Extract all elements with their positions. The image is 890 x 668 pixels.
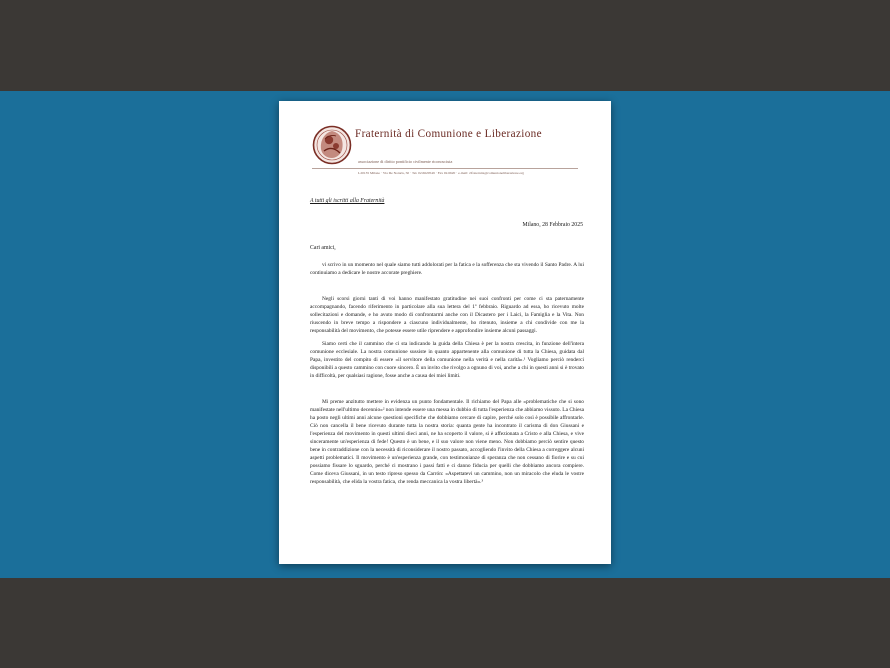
recipient-line: A tutti gli iscritti alla Fraternità [310, 198, 385, 204]
top-dark-band [0, 0, 890, 91]
header-divider [312, 168, 578, 169]
paragraph-1: vi scrivo in un momento nel quale siamo tutti addolorati per la fatica e la sofferenza che sta vivendo il Santo Padre. A lui continuiamo a dedicare le nostre accorate preghiere. [310, 262, 584, 277]
bottom-dark-band [0, 578, 890, 668]
paragraph-4: Mi preme anzitutto mettere in evidenza un punto fondamentale. Il richiamo del Papa alle «problematiche che si sono manifestate nell'ultimo decennio»² non intende essere una messa in dubbio di tutta l'esperienza che abbiamo vissuto. La Chiesa ha posto negli ultimi anni alcune questioni specifiche che dobbiamo cercare di capire, perché solo così è possibile affrontarle. Ciò non cancella il bene ricevuto durante tutta la nostra storia: quanta gente ha incontrato il carisma di don Giussani e l'esperienza del movimento in questi ultimi dieci anni, ne ha scoperto il valore, si è affezionata a Cristo e alla Chiesa, e vive sinceramente un'esperienza di fede! Questo è un bene, e il suo valore non viene meno. Non dobbiamo perciò sentire questo bene in contraddizione con la necessità di riconsiderare il nostro passato, accogliendo l'invito della Chiesa a correggere alcuni aspetti problematici. Il movimento è un'esperienza grande, con testimonianze di speranza che non cessano di fiorire e su cui possiamo fissare lo sguardo, perché ci mostrano i passi fatti e ci danno fiducia per quelli che dobbiamo ancora compiere. Come diceva Giussani, in un testo ripreso spesso da Carrón: «Aspettatevi un cammino, non un miracolo che eluda le vostre responsabilità, che elida la vostra fatica, che renda meccanica la vostra libertà».³ [310, 399, 584, 486]
paragraph-3: Siamo certi che il cammino che ci sta indicando la guida della Chiesa è per la nostra crescita, in funzione dell'intera comunione ecclesiale. La nostra comunione sussiste in quanto appartenente alla comunione di tutta la Chiesa, guidata dal Papa, investito del compito di essere «il servitore della comunione nella verità e nella carità».¹ Vogliamo perciò renderci disponibili a questo cammino con cuore sincero. È un invito che rivolgo a ognuno di voi, anche a chi in questi anni si è trovato in difficoltà, per qualsiasi ragione, fosse anche a causa dei miei limiti. [310, 341, 584, 380]
fraternity-seal-logo [312, 125, 352, 165]
brand-name: Fraternità di Comunione e Liberazione [355, 128, 542, 140]
contact-address-line: I-20135 Milano · Via De Notaris, 50 · Tel. 02.6620549 · Fax 02.6620 · e-mail: clfraternita@comunioneliberazione.org [358, 171, 525, 175]
association-subtitle: associazione di diritto pontificio civilmente riconosciuta [358, 159, 453, 164]
paragraph-2: Negli scorsi giorni tanti di voi hanno manifestato gratitudine nei suoi confronti per come ci sta paternamente accompagnando, facendo riferimento in particolare alla sua lettera del 1º febbraio. Riguardo ad essa, ho ricevuto molte sollecitazioni e domande, e ho avuto modo di confrontarmi anche con il Dicastero per i Laici, la Famiglia e la Vita. Non riuscendo in breve tempo a rispondere a ciascuno individualmente, ho ritenuto, insieme a chi condivide con me la responsabilità del movimento, che potesse essere utile riprendere e approfondire insieme alcuni passaggi. [310, 296, 584, 335]
letter-page [279, 101, 611, 564]
letter-date: Milano, 28 Febbraio 2025 [522, 222, 583, 228]
greeting: Cari amici, [310, 245, 336, 251]
